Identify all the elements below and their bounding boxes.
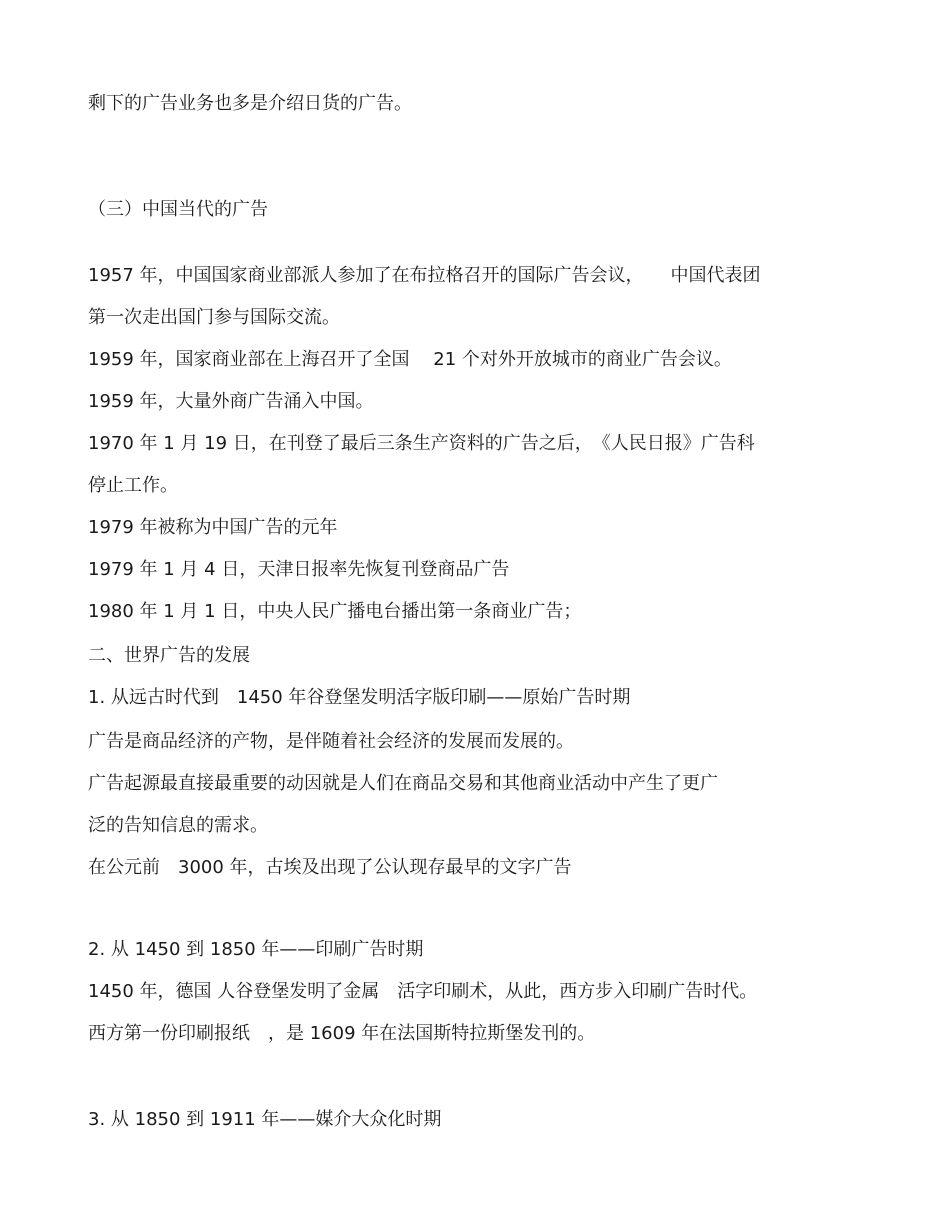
text-line: 广告起源最直接最重要的动因就是人们在商品交易和其他商业活动中产生了更广 [88, 773, 718, 794]
section-heading: （三）中国当代的广告 [88, 199, 268, 220]
text-line: 剩下的广告业务也多是介绍日货的广告。 [88, 93, 412, 114]
text-line: 1979 年被称为中国广告的元年 [88, 517, 338, 538]
text-line: 西方第一份印刷报纸 ，是 1609 年在法国斯特拉斯堡发刊的。 [88, 1023, 596, 1044]
text-line: 停止工作。 [88, 475, 178, 496]
text-line: 1. 从远古时代到 1450 年谷登堡发明活字版印刷——原始广告时期 [88, 687, 631, 708]
text-line: 1980 年 1 月 1 日，中央人民广播电台播出第一条商业广告； [88, 601, 582, 622]
text-line: 1957 年，中国国家商业部派人参加了在布拉格召开的国际广告会议， 中国代表团 [88, 265, 761, 286]
text-line: 广告是商品经济的产物，是伴随着社会经济的发展而发展的。 [88, 731, 574, 752]
text-line: 1959 年，大量外商广告涌入中国。 [88, 391, 374, 412]
text-line: 3. 从 1850 到 1911 年——媒介大众化时期 [88, 1109, 442, 1130]
text-line: 第一次走出国门参与国际交流。 [88, 307, 340, 328]
text-line: 1970 年 1 月 19 日，在刊登了最后三条生产资料的广告之后， 《人民日报》广告科 [88, 433, 755, 454]
text-line: 1979 年 1 月 4 日，天津日报率先恢复刊登商品广告 [88, 559, 510, 580]
section-heading: 二、世界广告的发展 [88, 645, 250, 666]
text-line: 1450 年，德国 人谷登堡发明了金属 活字印刷术，从此，西方步入印刷广告时代。 [88, 981, 758, 1002]
text-line: 2. 从 1450 到 1850 年——印刷广告时期 [88, 939, 424, 960]
text-line: 泛的告知信息的需求。 [88, 815, 268, 836]
text-line: 在公元前 3000 年，古埃及出现了公认现存最早的文字广告 [88, 857, 572, 878]
text-line: 1959 年，国家商业部在上海召开了全国 21 个对外开放城市的商业广告会议。 [88, 349, 732, 370]
